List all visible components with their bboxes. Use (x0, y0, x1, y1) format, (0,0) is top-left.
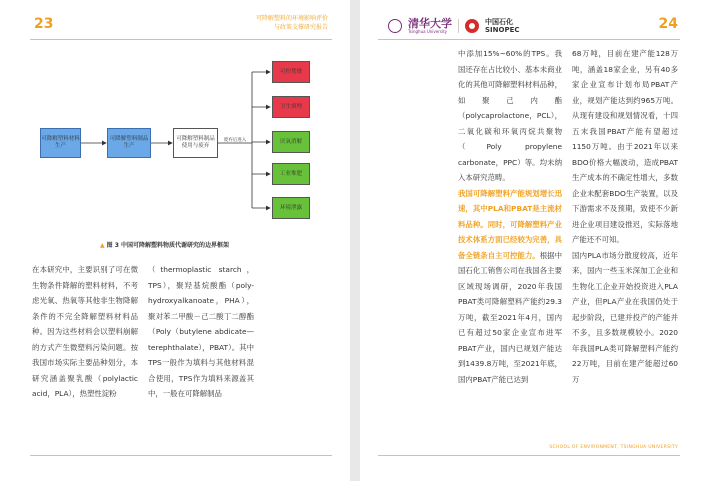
page-number-right: 24 (658, 16, 678, 32)
right-column-2-text (572, 46, 678, 387)
left-column-1-text: 在本研究中，主要识别了可在微生物条件降解的塑料材料，不考虑光氧、热氧等其他非生物降解条件的不完全降解塑料材料品种。因为这些材料会以塑料崩解的方式产生微塑料污染问题。按我国市场实际主要品种划分，本研究涵盖聚乳酸（polylactic acid，PLA），热塑性淀粉 (32, 265, 138, 398)
right-column-1-text (458, 46, 562, 387)
paragraph-pbat-continued: 68万吨，目前在建产能128万吨，涵盖18家企业，另有40多家企业宣布计划布局PBAT产业，规划产能达到约965万吨。从现有建设和规划情况看，十四五末我国PBAT产能有望超过1150万吨。由于2021年以来BDO价格大幅波动，造成PBAT生产成本的不确定性增大，多数企业未配套BDO生产装置，以及下游需求不及预期，致使不少新进企业项目建设推迟，实际落地产能还不可知。 (572, 49, 678, 244)
paragraph-pbat-capacity: 根据中国石化工销售公司在我国各主要区域现场调研，2020年我国PBAT类可降解塑料产能约29.3万吨，截至2021年4月，国内已有超过50家企业宣布进军PBAT产业，国内已规划产能达到1439.8万吨，至2021年底，国内PBAT产能已达到 (458, 250, 562, 384)
outcome-anaerobic-digestion: 厌氧消解 (272, 131, 310, 153)
outcome-environmental-leakage: 环境泄露 (272, 197, 310, 219)
product-manufacturing-box: 可降解塑料制品生产 (107, 128, 151, 158)
highlight-summary: 我国可降解塑料产能规划增长迅速，其中PLA和PBAT是主流材料品种。同时，可降解塑料产业技术体系方面已经较为完善，具备全链条自主可控能力。 (458, 188, 562, 260)
left-page (0, 0, 350, 481)
sinopec-logo-subtext: SINOPEC (485, 26, 520, 34)
partner-logos (388, 18, 520, 34)
report-header (218, 14, 328, 32)
boundary-framework-diagram (30, 48, 330, 238)
paragraph-pla-market: 国内PLA市场分散度较高，近年来，国内一些玉米深加工企业和生物化工企业开始投资进入PLA产业，但PLA产业在我国仍处于起步阶段，已建并投产的产能并不多，且多数规模较小。2020年我国PLA类可降解塑料产能约22万吨，目前在建产能超过60万 (572, 250, 678, 384)
page-number-left: 23 (34, 16, 54, 32)
product-use-box: 可降解塑料制品使用与废弃 (173, 128, 218, 158)
sinopec-logo-text: 中国石化 (485, 18, 513, 26)
caption-triangle-icon: ▲ (100, 242, 105, 249)
tsinghua-seal-icon (388, 19, 402, 33)
logo-divider (458, 19, 459, 33)
header-title-line-2: 与政策支撑研究报告 (273, 24, 328, 31)
outcome-sanitary-landfill: 卫生填埋 (272, 96, 310, 118)
paragraph-intro: 中添加15%~60%的TPS。我国还存在占比较小、基本未商业化的其他可降解塑料材料品种，如聚己内酯（polycaprolactone，PCL），二氧化碳和环氧丙烷共聚物（Poly propylene carbonate，PPC）等。均未纳入本研究范畴。 (458, 49, 562, 182)
footer-institution: SCHOOL OF ENVIRONMENT, TSINGHUA UNIVERSITY (549, 445, 678, 450)
figure-caption-text: 图 3 中国可降解塑料物质代谢研究的边界框架 (106, 242, 229, 249)
tsinghua-logo-text: 清华大学 (408, 17, 452, 30)
header-divider (30, 39, 332, 40)
raw-material-production-box: 可降解塑料材料生产 (40, 128, 81, 158)
footer-divider (378, 455, 680, 456)
outcome-controlled-incineration: 可控焚烧 (272, 61, 310, 83)
header-title-line-1: 可降解塑料的环境影响评价 (255, 15, 328, 22)
header-divider (378, 39, 680, 40)
outcome-industrial-composting: 工业堆肥 (272, 163, 310, 185)
right-page (360, 0, 710, 481)
tsinghua-logo (408, 18, 452, 34)
footer-divider (30, 455, 332, 456)
figure-caption (100, 240, 229, 249)
disposal-label: 废弃后进入 (223, 137, 247, 143)
left-column-2-text: （thermoplastic starch，TPS），聚羟基烷酸酯（poly- hydroxyalkanoate，PHA），聚对苯二甲酸－己二酸丁二醇酯（Poly（butylene abdicate—terephthalate），PBAT）。其中TPS一般作为填料与其他材料混合使用，TPS作为填料来源盖其中，一般在可降解制品 (148, 265, 254, 398)
tsinghua-logo-subtext: Tsinghua University (408, 29, 448, 34)
sinopec-logo (485, 18, 520, 34)
sinopec-mark-icon (465, 19, 479, 33)
